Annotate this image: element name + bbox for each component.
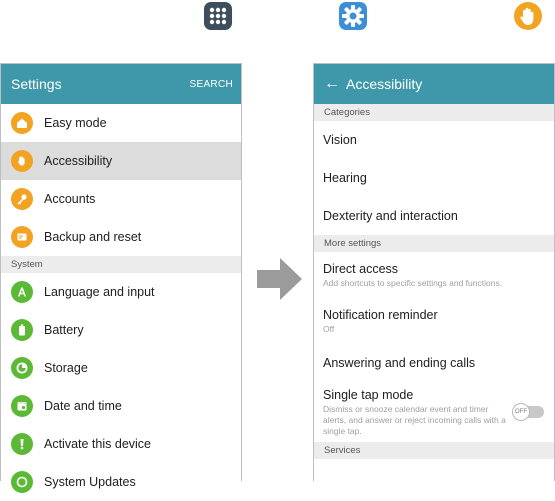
section-header-categories: Categories (314, 104, 554, 121)
category-hearing[interactable] (314, 159, 554, 197)
answering-label: Answering and ending calls (323, 356, 476, 370)
storage-icon (11, 357, 33, 379)
category-label: Hearing (323, 171, 367, 185)
single-tap-toggle[interactable] (514, 406, 544, 418)
direct-access-item[interactable] (314, 252, 554, 298)
settings-screen (0, 63, 242, 489)
settings-item-system-updates[interactable] (1, 463, 241, 501)
accessibility-hand-icon (513, 1, 543, 31)
page-title: Accessibility (346, 76, 423, 92)
toggle-state-label: OFF (512, 403, 530, 421)
battery-icon (11, 319, 33, 341)
settings-item-label: Date and time (44, 399, 122, 413)
category-label: Dexterity and interaction (323, 209, 458, 223)
settings-gear-icon (338, 1, 368, 31)
settings-item-storage[interactable] (1, 349, 241, 387)
settings-item-label: System Updates (44, 475, 136, 489)
activate-icon (11, 433, 33, 455)
settings-item-label: Accessibility (44, 154, 113, 168)
single-tap-mode-item[interactable] (314, 382, 554, 442)
transition-arrow-icon (257, 258, 302, 300)
settings-item-accounts[interactable] (1, 180, 241, 218)
single-tap-label: Single tap mode (323, 387, 414, 402)
answering-and-ending-calls-item[interactable] (314, 344, 554, 382)
notification-reminder-label: Notification reminder (323, 308, 438, 322)
direct-access-label: Direct access (323, 262, 399, 276)
hand-icon (11, 150, 33, 172)
settings-item-accessibility[interactable] (1, 142, 241, 180)
settings-item-language-and-input[interactable] (1, 273, 241, 311)
settings-item-label: Activate this device (44, 437, 151, 451)
category-label: Vision (323, 133, 357, 147)
accessibility-app-bar (314, 64, 554, 104)
settings-app-bar (1, 64, 241, 104)
section-header-more-settings: More settings (314, 235, 554, 252)
notification-reminder-status: Off (323, 324, 335, 334)
key-icon (11, 188, 33, 210)
settings-item-easy-mode[interactable] (1, 104, 241, 142)
settings-item-activate-this-device[interactable] (1, 425, 241, 463)
settings-item-label: Accounts (44, 192, 96, 206)
search-button[interactable]: SEARCH (189, 78, 233, 90)
apps-icon (203, 1, 233, 31)
settings-item-label: Storage (44, 361, 88, 375)
back-arrow-icon[interactable]: ← (324, 75, 340, 92)
language-icon (11, 281, 33, 303)
settings-item-label: Battery (44, 323, 84, 337)
calendar-icon (11, 395, 33, 417)
accessibility-screen (313, 63, 555, 481)
notification-reminder-item[interactable] (314, 298, 554, 344)
single-tap-description: Dismiss or snooze calendar event and timer alerts, and answer or reject incoming calls with a single tap. (323, 403, 506, 436)
direct-access-description: Add shortcuts to specific settings and functions. (323, 278, 503, 288)
settings-item-label: Language and input (44, 285, 155, 299)
settings-item-backup-and-reset[interactable] (1, 218, 241, 256)
settings-item-label: Backup and reset (44, 230, 142, 244)
single-tap-text (323, 388, 506, 437)
category-dexterity-and-interaction[interactable] (314, 197, 554, 235)
backup-icon (11, 226, 33, 248)
section-header-system: System (1, 256, 241, 273)
settings-item-date-and-time[interactable] (1, 387, 241, 425)
home-icon (11, 112, 33, 134)
category-vision[interactable] (314, 121, 554, 159)
update-icon (11, 471, 33, 493)
settings-item-battery[interactable] (1, 311, 241, 349)
settings-item-label: Easy mode (44, 116, 107, 130)
page-title: Settings (11, 76, 62, 92)
section-header-services: Services (314, 442, 554, 459)
